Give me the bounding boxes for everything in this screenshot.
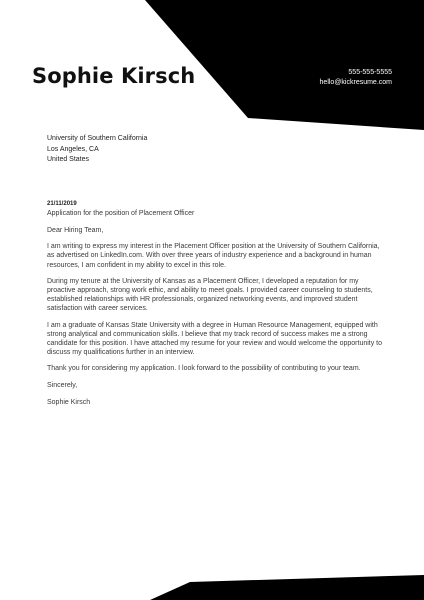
paragraph-2: During my tenure at the University of Kansas as a Placement Officer, I developed a reputation for my proactive approach, strong work ethic, and ability to meet goals. I provided career counseling to students, established relationships with HR professionals, organized networking events, and improved student satisfaction with career services.: [47, 277, 373, 313]
contact-info: [320, 68, 392, 88]
email-address: hello@kickresume.com: [319, 79, 392, 86]
recipient-line-1: University of Southern California: [47, 135, 148, 142]
paragraph-1: I am writing to express my interest in the Placement Officer position at the University of Southern California, as advertised on LinkedIn.com. With over three years of industry experience and a background in human resources, I am confident in my ability to excel in this role.: [47, 243, 380, 269]
recipient-line-2: Los Angeles, CA: [47, 145, 99, 153]
letter-date: 21/11/2019: [47, 201, 77, 207]
paragraph-4: Thank you for considering my application. I look forward to the possibility of contributing to your team.: [47, 365, 361, 373]
recipient-address: [47, 134, 147, 166]
phone-number: 555-555-5555: [348, 69, 392, 76]
signature: Sophie Kirsch: [47, 398, 91, 406]
letter-subject: Application for the position of Placement Officer: [47, 210, 195, 217]
paragraph-3: I am a graduate of Kansas State University with a degree in Human Resource Management, equipped with strong analytical and communication skills. I believe that my track record of success makes me a strong candidate for this position. I have attached my resume for your review and would welcome the opportunity to discuss my qualifications further in an interview.: [47, 321, 383, 357]
greeting: Dear Hiring Team,: [47, 227, 104, 234]
recipient-line-3: United States: [47, 156, 90, 163]
footer-black-shape: [150, 575, 424, 600]
closing: Sincerely,: [47, 381, 78, 389]
applicant-name: Sophie Kirsch: [32, 64, 196, 88]
letter-body: [47, 226, 387, 414]
